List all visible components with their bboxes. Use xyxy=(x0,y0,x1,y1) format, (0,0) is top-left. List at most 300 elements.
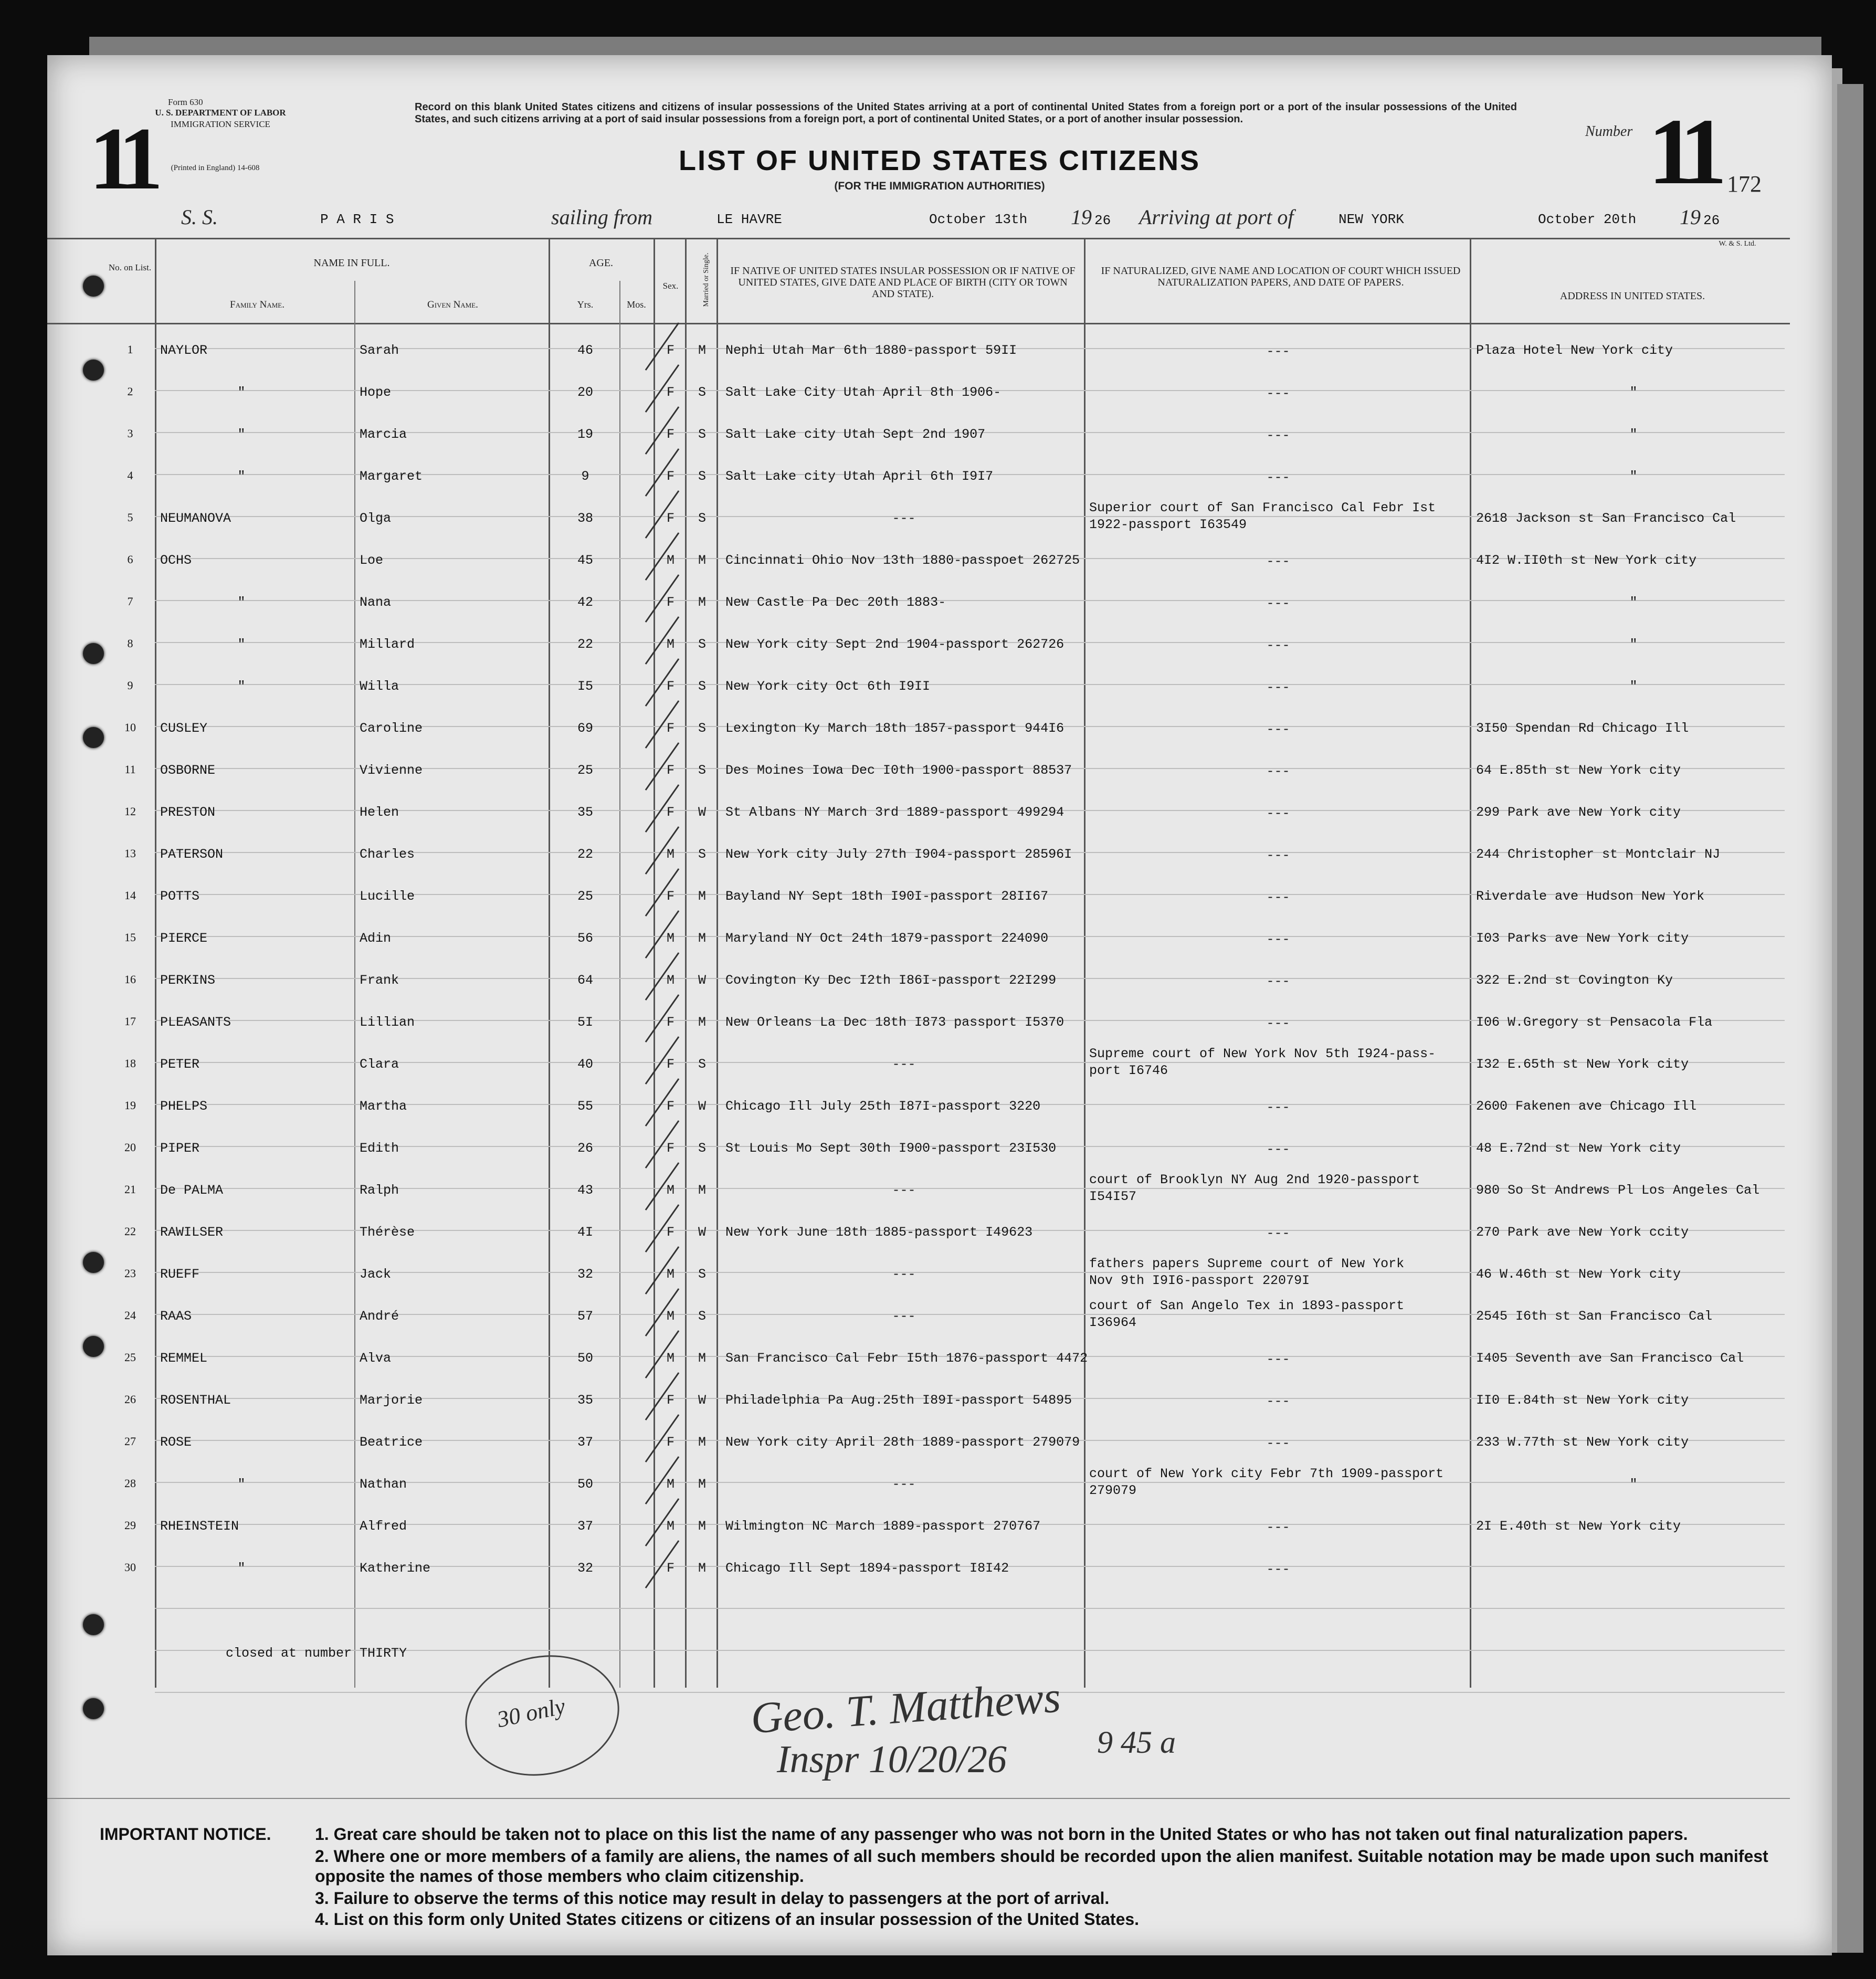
birth-info: New York city Sept 2nd 1904-passport 262726 xyxy=(725,637,1065,652)
given-name: Thérèse xyxy=(360,1225,415,1240)
family-name: OSBORNE xyxy=(160,763,216,778)
birth-info: Bayland NY Sept 18th I90I-passport 28II67 xyxy=(725,889,1049,904)
marital-status: M xyxy=(698,889,706,904)
given-name: Nathan xyxy=(360,1477,407,1492)
row-number: 29 xyxy=(124,1519,136,1532)
family-name: De PALMA xyxy=(160,1183,224,1198)
row-number: 9 xyxy=(127,679,133,692)
address: " xyxy=(1629,679,1638,694)
marital-status: M xyxy=(698,931,706,946)
arriving-label: Arriving at port of xyxy=(1139,205,1294,229)
row-number: 15 xyxy=(124,931,136,944)
row-number: 3 xyxy=(127,427,133,440)
notice-item-4: 4. List on this form only United States citizens or citizens of an insular possession of the United States. xyxy=(315,1910,1140,1929)
birth-info: Covington Ky Dec I2th I86I-passport 22I299 xyxy=(725,973,1057,988)
birth-info: --- xyxy=(892,511,916,526)
naturalization-info: --- xyxy=(1266,1562,1290,1577)
sex: F xyxy=(666,1057,674,1072)
marital-status: S xyxy=(698,1267,706,1282)
page-subtitle: (FOR THE IMMIGRATION AUTHORITIES) xyxy=(834,180,1045,192)
circled-annotation xyxy=(454,1641,631,1790)
birth-info: New Orleans La Dec 18th I873 passport I5370 xyxy=(725,1015,1065,1030)
age-years: 35 xyxy=(577,1393,593,1408)
sex: M xyxy=(666,1183,674,1198)
birth-info: New York June 18th 1885-passport I49623 xyxy=(725,1225,1033,1240)
table-bottom-rule xyxy=(47,1798,1790,1799)
birth-info: St Albans NY March 3rd 1889-passport 499294 xyxy=(725,805,1065,820)
col-header-birth: IF NATIVE OF UNITED STATES INSULAR POSSESSION OR IF NATIVE OF UNITED STATES, GIVE DATE AND PLACE OF BIRTH (CITY OR TOWN AND STATE). xyxy=(730,265,1076,300)
marital-status: M xyxy=(698,1435,706,1450)
row-number: 4 xyxy=(127,469,133,482)
birth-info: --- xyxy=(892,1183,916,1198)
age-years: 56 xyxy=(577,931,593,946)
address: 270 Park ave New York ccity xyxy=(1476,1225,1689,1240)
sex: F xyxy=(666,343,674,358)
family-name: PATERSON xyxy=(160,847,224,862)
naturalization-info: --- xyxy=(1266,974,1290,989)
departure-year: 26 xyxy=(1094,213,1111,228)
naturalization-info-cont: 1922-passport I63549 xyxy=(1089,517,1247,532)
family-name: ROSENTHAL xyxy=(160,1393,231,1408)
table-row xyxy=(47,1084,1832,1126)
col-header-naturalized: IF NATURALIZED, GIVE NAME AND LOCATION OF COURT WHICH ISSUED NATURALIZATION PAPERS, AND DATE OF PAPERS. xyxy=(1101,265,1461,288)
address: 2545 I6th st San Francisco Cal xyxy=(1476,1309,1713,1324)
family-name: NAYLOR xyxy=(160,343,208,358)
sex: F xyxy=(666,889,674,904)
naturalization-info: court of New York city Febr 7th 1909-passport xyxy=(1089,1466,1444,1481)
family-name: " xyxy=(237,385,246,400)
row-number: 27 xyxy=(124,1435,136,1448)
number-suffix: 172 xyxy=(1727,171,1762,197)
address: 4I2 W.II0th st New York city xyxy=(1476,553,1697,568)
naturalization-info-cont: Nov 9th I9I6-passport 22079I xyxy=(1089,1273,1310,1288)
birth-info: Cincinnati Ohio Nov 13th 1880-passpoet 262725 xyxy=(725,553,1080,568)
age-years: 37 xyxy=(577,1435,593,1450)
notice-label: IMPORTANT NOTICE. xyxy=(100,1825,271,1844)
naturalization-info: court of Brooklyn NY Aug 2nd 1920-passport xyxy=(1089,1172,1420,1187)
row-number: 14 xyxy=(124,889,136,902)
sex: F xyxy=(666,721,674,736)
age-years: 57 xyxy=(577,1309,593,1324)
age-years: 19 xyxy=(577,427,593,442)
departure-port: LE HAVRE xyxy=(716,212,782,227)
page-title: LIST OF UNITED STATES CITIZENS xyxy=(679,145,1200,176)
marital-status: M xyxy=(698,1561,706,1576)
col-header-mos: Mos. xyxy=(627,299,646,310)
marital-status: S xyxy=(698,1141,706,1156)
naturalization-info: --- xyxy=(1266,890,1290,905)
birth-info: Salt Lake city Utah Sept 2nd 1907 xyxy=(725,427,986,442)
birth-info: --- xyxy=(892,1057,916,1072)
sex: M xyxy=(666,1309,674,1324)
birth-info: New York city July 27th I904-passport 28596I xyxy=(725,847,1072,862)
age-years: 40 xyxy=(577,1057,593,1072)
address: " xyxy=(1629,595,1638,610)
given-name: Marjorie xyxy=(360,1393,423,1408)
sex: F xyxy=(666,1561,674,1576)
address: 2I E.40th st New York city xyxy=(1476,1519,1681,1534)
naturalization-info: --- xyxy=(1266,386,1290,401)
given-name: Adin xyxy=(360,931,392,946)
family-name: RHEINSTEIN xyxy=(160,1519,239,1534)
table-row xyxy=(47,1420,1832,1462)
marital-status: S xyxy=(698,1309,706,1324)
sex: M xyxy=(666,847,674,862)
sex: F xyxy=(666,1099,674,1114)
birth-info: St Louis Mo Sept 30th I900-passport 23I530 xyxy=(725,1141,1057,1156)
age-years: 20 xyxy=(577,385,593,400)
age-years: 4I xyxy=(577,1225,593,1240)
row-number: 10 xyxy=(124,721,136,734)
marital-status: M xyxy=(698,1477,706,1492)
family-name: PIPER xyxy=(160,1141,200,1156)
notice-item-3: 3. Failure to observe the terms of this notice may result in delay to passengers at the port of arrival. xyxy=(315,1889,1110,1908)
naturalization-info: --- xyxy=(1266,1394,1290,1409)
given-name: Caroline xyxy=(360,721,423,736)
birth-info: New Castle Pa Dec 20th 1883- xyxy=(725,595,946,610)
naturalization-info: Superior court of San Francisco Cal Febr Ist xyxy=(1089,500,1436,515)
row-number: 24 xyxy=(124,1309,136,1322)
punch-hole xyxy=(83,276,104,297)
departure-year-prefix: 19 xyxy=(1071,205,1092,229)
age-years: 25 xyxy=(577,889,593,904)
form-number: Form 630 xyxy=(168,97,203,107)
birth-info: --- xyxy=(892,1477,916,1492)
col-header-sex: Sex. xyxy=(662,281,679,291)
age-years: 9 xyxy=(581,469,589,484)
arrival-port: NEW YORK xyxy=(1339,212,1404,227)
marital-status: M xyxy=(698,343,706,358)
given-name: Marcia xyxy=(360,427,407,442)
sex: F xyxy=(666,763,674,778)
given-name: Nana xyxy=(360,595,392,610)
birth-info: San Francisco Cal Febr I5th 1876-passport 4472 xyxy=(725,1351,1088,1366)
table-row xyxy=(47,622,1832,664)
col-header-age: AGE. xyxy=(588,257,614,269)
address: 2618 Jackson st San Francisco Cal xyxy=(1476,511,1736,526)
address: 48 E.72nd st New York city xyxy=(1476,1141,1681,1156)
closing-note: closed at number THIRTY xyxy=(226,1646,407,1661)
given-name: Ralph xyxy=(360,1183,399,1198)
col-header-given: Given Name. xyxy=(427,299,478,310)
birth-info: Nephi Utah Mar 6th 1880-passport 59II xyxy=(725,343,1017,358)
family-name: " xyxy=(237,427,246,442)
marital-status: W xyxy=(698,1225,706,1240)
sex: F xyxy=(666,469,674,484)
given-name: Willa xyxy=(360,679,399,694)
given-name: Alva xyxy=(360,1351,392,1366)
sailing-label: sailing from xyxy=(551,205,652,229)
family-name: PETER xyxy=(160,1057,200,1072)
age-years: 50 xyxy=(577,1477,593,1492)
address: 299 Park ave New York city xyxy=(1476,805,1681,820)
family-name: " xyxy=(237,1477,246,1492)
birth-info: Philadelphia Pa Aug.25th I89I-passport 54895 xyxy=(725,1393,1072,1408)
table-row xyxy=(47,328,1832,370)
birth-info: Maryland NY Oct 24th 1879-passport 224090 xyxy=(725,931,1049,946)
naturalization-info: --- xyxy=(1266,470,1290,485)
birth-info: --- xyxy=(892,1267,916,1282)
sex: M xyxy=(666,973,674,988)
age-years: 22 xyxy=(577,847,593,862)
number-label: Number xyxy=(1585,123,1633,140)
age-years: 32 xyxy=(577,1561,593,1576)
manifest-page xyxy=(47,55,1832,1955)
table-row xyxy=(47,1504,1832,1546)
inspector-stamp: Inspr 10/20/26 xyxy=(777,1738,1007,1781)
naturalization-info: --- xyxy=(1266,1436,1290,1451)
sex: F xyxy=(666,1435,674,1450)
age-years: 45 xyxy=(577,553,593,568)
table-row xyxy=(47,832,1832,874)
naturalization-info: --- xyxy=(1266,764,1290,779)
given-name: Charles xyxy=(360,847,415,862)
marital-status: M xyxy=(698,1015,706,1030)
naturalization-info: --- xyxy=(1266,848,1290,863)
address: 3I50 Spendan Rd Chicago Ill xyxy=(1476,721,1689,736)
row-number: 17 xyxy=(124,1015,136,1028)
naturalization-info-cont: 279079 xyxy=(1089,1483,1137,1498)
marital-status: W xyxy=(698,1099,706,1114)
row-number: 22 xyxy=(124,1225,136,1238)
family-name: PHELPS xyxy=(160,1099,208,1114)
row-number: 2 xyxy=(127,385,133,398)
punch-hole xyxy=(83,1614,104,1635)
age-years: 38 xyxy=(577,511,593,526)
sex: F xyxy=(666,511,674,526)
address: 244 Christopher st Montclair NJ xyxy=(1476,847,1721,862)
naturalization-info: --- xyxy=(1266,1352,1290,1367)
family-name: " xyxy=(237,1561,246,1576)
inspection-time: 9 45 a xyxy=(1097,1725,1176,1760)
table-row xyxy=(47,664,1832,706)
table-row xyxy=(47,1042,1832,1084)
naturalization-info-cont: port I6746 xyxy=(1089,1063,1168,1078)
row-number: 26 xyxy=(124,1393,136,1406)
row-number: 6 xyxy=(127,553,133,566)
circled-note: 30 only xyxy=(494,1693,567,1733)
table-row xyxy=(47,1210,1832,1252)
family-name: PERKINS xyxy=(160,973,216,988)
naturalization-info: --- xyxy=(1266,344,1290,359)
table-row xyxy=(47,580,1832,622)
birth-info: --- xyxy=(892,1309,916,1324)
notice-item-1: 1. Great care should be taken not to place on this list the name of any passenger who was not born in the United States or who has not taken out final naturalization papers. xyxy=(315,1825,1688,1844)
naturalization-info: Supreme court of New York Nov 5th I924-pass- xyxy=(1089,1046,1436,1061)
table-row xyxy=(47,538,1832,580)
marital-status: S xyxy=(698,385,706,400)
header-bottom-rule xyxy=(47,323,1790,324)
naturalization-info: --- xyxy=(1266,1226,1290,1241)
ss-label: S. S. xyxy=(181,205,218,229)
sex: M xyxy=(666,1519,674,1534)
given-name: Clara xyxy=(360,1057,399,1072)
col-header-married: Married or Single. xyxy=(702,252,710,307)
address: " xyxy=(1629,385,1638,400)
naturalization-info-cont: I36964 xyxy=(1089,1315,1137,1330)
age-years: 69 xyxy=(577,721,593,736)
family-name: NEUMANOVA xyxy=(160,511,231,526)
sex: F xyxy=(666,1015,674,1030)
age-years: 5I xyxy=(577,1015,593,1030)
row-number: 18 xyxy=(124,1057,136,1070)
naturalization-info: --- xyxy=(1266,806,1290,821)
table-row xyxy=(47,1462,1832,1504)
marital-status: W xyxy=(698,805,706,820)
row-number: 21 xyxy=(124,1183,136,1196)
printed-note: (Printed in England) 14-608 xyxy=(171,164,260,172)
table-row xyxy=(47,1126,1832,1168)
birth-info: Chicago Ill July 25th I87I-passport 3220 xyxy=(725,1099,1041,1114)
naturalization-info: --- xyxy=(1266,1100,1290,1115)
marital-status: M xyxy=(698,1183,706,1198)
row-number: 1 xyxy=(127,343,133,356)
ship-name: P A R I S xyxy=(320,212,394,227)
marital-status: M xyxy=(698,553,706,568)
marital-status: S xyxy=(698,721,706,736)
departure-date: October 13th xyxy=(929,212,1028,227)
family-name: PIERCE xyxy=(160,931,208,946)
arrival-date: October 20th xyxy=(1538,212,1637,227)
age-years: 25 xyxy=(577,763,593,778)
background-page xyxy=(1837,84,1863,1953)
table-row xyxy=(47,1252,1832,1294)
marital-status: S xyxy=(698,637,706,652)
marital-status: M xyxy=(698,1351,706,1366)
row-number: 5 xyxy=(127,511,133,524)
row-number: 11 xyxy=(124,763,136,776)
naturalization-info-cont: I54I57 xyxy=(1089,1189,1137,1204)
row-number: 8 xyxy=(127,637,133,650)
address: " xyxy=(1629,637,1638,652)
row-number: 28 xyxy=(124,1477,136,1490)
table-row xyxy=(47,748,1832,790)
marital-status: S xyxy=(698,679,706,694)
marital-status: M xyxy=(698,595,706,610)
family-name: RUEFF xyxy=(160,1267,200,1282)
marital-status: S xyxy=(698,847,706,862)
table-row xyxy=(47,1546,1832,1588)
family-name: " xyxy=(237,679,246,694)
given-name: Lillian xyxy=(360,1015,415,1030)
sex: M xyxy=(666,553,674,568)
col-header-no: No. on List. xyxy=(108,262,152,272)
family-name: REMMEL xyxy=(160,1351,208,1366)
marital-status: W xyxy=(698,1393,706,1408)
marital-status: S xyxy=(698,1057,706,1072)
address: 322 E.2nd st Covington Ky xyxy=(1476,973,1673,988)
address: Plaza Hotel New York city xyxy=(1476,343,1673,358)
birth-info: Wilmington NC March 1889-passport 270767 xyxy=(725,1519,1041,1534)
given-name: Vivienne xyxy=(360,763,423,778)
address: " xyxy=(1629,427,1638,442)
naturalization-info: --- xyxy=(1266,638,1290,653)
given-name: Frank xyxy=(360,973,399,988)
col-header-family: Family Name. xyxy=(230,299,284,310)
birth-info: Des Moines Iowa Dec I0th 1900-passport 88537 xyxy=(725,763,1072,778)
marital-status: S xyxy=(698,511,706,526)
family-name: " xyxy=(237,637,246,652)
naturalization-info: fathers papers Supreme court of New York xyxy=(1089,1256,1405,1271)
arrival-year-prefix: 19 xyxy=(1680,205,1701,229)
sex: F xyxy=(666,1141,674,1156)
sex: M xyxy=(666,931,674,946)
address: I06 W.Gregory st Pensacola Fla xyxy=(1476,1015,1713,1030)
birth-info: Salt Lake City Utah April 8th 1906- xyxy=(725,385,1002,400)
given-name: Sarah xyxy=(360,343,399,358)
sex: F xyxy=(666,427,674,442)
col-header-address: ADDRESS IN UNITED STATES. xyxy=(1559,290,1705,302)
punch-hole xyxy=(83,1698,104,1719)
given-name: Olga xyxy=(360,511,392,526)
address: 64 E.85th st New York city xyxy=(1476,763,1681,778)
printer-mark: W. & S. Ltd. xyxy=(1719,240,1756,248)
table-row xyxy=(47,1294,1832,1336)
row-number: 16 xyxy=(124,973,136,986)
table-row xyxy=(47,412,1832,454)
family-name: RAAS xyxy=(160,1309,192,1324)
row-number: 7 xyxy=(127,595,133,608)
birth-info: Chicago Ill Sept 1894-passport I8I42 xyxy=(725,1561,1009,1576)
row-number: 30 xyxy=(124,1561,136,1574)
table-row xyxy=(47,790,1832,832)
row-number: 13 xyxy=(124,847,136,860)
age-years: 42 xyxy=(577,595,593,610)
given-name: Jack xyxy=(360,1267,392,1282)
number-value: 11 xyxy=(1648,99,1717,204)
age-years: 55 xyxy=(577,1099,593,1114)
row-number: 25 xyxy=(124,1351,136,1364)
age-years: I5 xyxy=(577,679,593,694)
age-years: 43 xyxy=(577,1183,593,1198)
naturalization-info: --- xyxy=(1266,722,1290,737)
family-name: ROSE xyxy=(160,1435,192,1450)
sex: F xyxy=(666,679,674,694)
col-header-yrs: Yrs. xyxy=(577,299,594,310)
marital-status: S xyxy=(698,763,706,778)
age-years: 32 xyxy=(577,1267,593,1282)
table-row xyxy=(47,916,1832,958)
address: I03 Parks ave New York city xyxy=(1476,931,1689,946)
age-years: 46 xyxy=(577,343,593,358)
sex: M xyxy=(666,637,674,652)
sex: F xyxy=(666,595,674,610)
age-years: 35 xyxy=(577,805,593,820)
department-name: U. S. DEPARTMENT OF LABOR xyxy=(155,108,286,118)
table-row xyxy=(47,874,1832,916)
family-name: PRESTON xyxy=(160,805,216,820)
sex: M xyxy=(666,1351,674,1366)
row-number: 12 xyxy=(124,805,136,818)
given-name: Margaret xyxy=(360,469,423,484)
table-row xyxy=(47,1378,1832,1420)
naturalization-info: --- xyxy=(1266,428,1290,443)
age-years: 37 xyxy=(577,1519,593,1534)
sex: F xyxy=(666,385,674,400)
age-years: 50 xyxy=(577,1351,593,1366)
stamped-number-left: 11 xyxy=(89,109,153,208)
address: 46 W.46th st New York city xyxy=(1476,1267,1681,1282)
row-number: 20 xyxy=(124,1141,136,1154)
naturalization-info: --- xyxy=(1266,554,1290,569)
marital-status: S xyxy=(698,427,706,442)
marital-status: S xyxy=(698,469,706,484)
age-years: 22 xyxy=(577,637,593,652)
birth-info: New York city April 28th 1889-passport 279079 xyxy=(725,1435,1080,1450)
family-name: " xyxy=(237,595,246,610)
given-name: Beatrice xyxy=(360,1435,423,1450)
birth-info: Lexington Ky March 18th 1857-passport 944I6 xyxy=(725,721,1065,736)
